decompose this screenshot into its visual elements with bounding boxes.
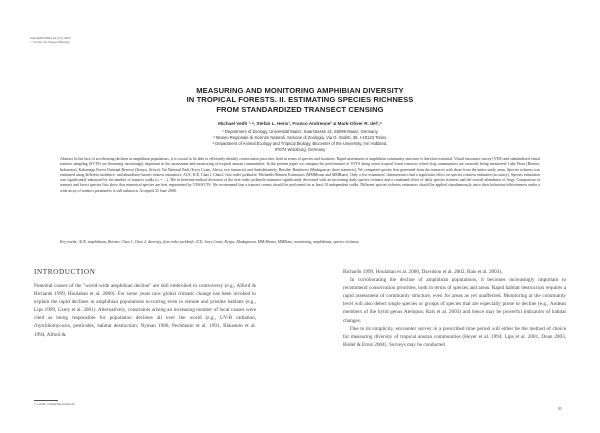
abstract: Abstract In the face of accelerating declines in amphibian populations, it is crucial to be able to efficiently identify conservation priorities, both in terms of species and locations. Rapid assessment of amphibian community structure is therefore essential. Visual encounter survey (VES) and standardized visual transect sampling (SVTS) are becoming increasingly important in the assessment and monitoring of tropical anuran communities. In the present paper we compare the performance of SVTS along seven tropical forest transects where frog communities are currently being monitored: Lake Bosu (Borneo, Indonesia), Kakamega Forest National Reserve (Kenya, Africa), Tai National Park (Ivory Coast, Africa; two transects) and Ambohitantely, Betsileo Rainforest (Madagascar; three transects). We compared species lists generated from the transects with those from the entire study areas. Species richness was estimated using different incidence- and abundance-based richness estimators: ACE, ICE, Chao1, Chao2, first-order jackknife, Michaelis-Menten Estimators (MMMeans and MMRuns). Only a few estimators' characteristics had a significant effect on species richness estimates (accuracy). Species estimation was significantly enhanced by the number of transect walks (rₛ = ...). The in between-method deviation of the first-order jackknife estimator significantly decreased with an increasing daily species richness and a combined effect of daily species richness and the overall abundance of frogs. Comparison of transect and forest species lists show that numerical species are best represented by VES/SVTS. We recommend that a transect census should be performed on at least 10 independent walks. Different species richness estimators should be applied simultaneously since their behaviour/effectiveness under a wide array of transect parameters is still unknown. Accepted 25 June 2006. [60, 157, 540, 193]
intro-paragraph-2: Richards 1999, Houlahan et al. 2000, Davidson et al. 2002, Rais et al. 2003). [343, 269, 503, 275]
intro-paragraph-4: Due to its simplicity, encounter survey in a prescribed time period will either be the method of choice for measuring diversity of tropical anuran communities (Heyer et al. 1994, Lips et al. 2001, Doan 2003, Rödel & Ernst 2004). Surveys may be conducted [343, 325, 566, 348]
affiliation-2: ² Museo Regionale di Scienze Naturali, Sezione di Zoologia, Via G. Giolitti, 36, I-10123 Torino [213, 135, 387, 140]
journal-header [30, 36, 70, 44]
title-line-2: IN TROPICAL FORESTS. II. ESTIMATING SPECIES RICHNESS [186, 95, 414, 105]
title-line-3: FROM STANDARDIZED TRANSECT CENSING [216, 104, 384, 114]
intro-paragraph-3: In corroborating the decline of amphibian populations, it becomes increasingly important to recommend conservation priorities, both in terms of species and areas. Rapid habitat destruction requires a rapid assessment of community structure, even for areas as yet unaffected. Monitoring at the community level will also detect single species or groups of species that are especially prone to decline (e.g., Andean members of the hylid genus Atelopus; Rais et al. 2003) and hence may be powerful indicators of habitat changes. [343, 277, 566, 324]
left-column [34, 268, 256, 339]
footnote: * e-mail: veith@uni-mainz.de [34, 402, 75, 406]
introduction-heading: INTRODUCTION [34, 268, 96, 276]
page-number: 85 [558, 407, 562, 411]
affiliation-1: ¹ Department of Zoology, Universität Mainz, Saarstrasse 21, 55099 Mainz, Germany [222, 129, 378, 134]
affiliations [90, 129, 510, 153]
keywords: Key words: ACE, amphibians, Borneo, Chao 1, Chao 2, diversity, first-order jackknife, ICE, Ivory Coast, Kenya, Madagascar, MM-Means, MMRuns, monitoring, amphibians, species richness. [60, 240, 360, 244]
journal-copyright: © Society for Tropical Biology [30, 40, 70, 44]
title-line-1: MEASURING AND MONITORING AMPHIBIAN DIVERSITY [196, 86, 404, 95]
affiliation-3: ³ Department of Animal Ecology and Tropical Biology, Biocenter of the University, Am Hubland, [212, 141, 388, 146]
footnote-divider [34, 400, 58, 401]
author-list: Michael Veith ¹·⁴, Stefan L. Hens¹, Franco Andreone² & Mark-Oliver R. del³,⁴ [218, 121, 382, 126]
right-column [343, 268, 566, 349]
intro-paragraph-1: Potential causes of the "world-wide amphibian decline" are still embroiled in controversy (e.g., Alford & Richards 1999, Houlahan et al. 2000). For some years now global climatic change has been invoked to explain the rapid declines in amphibian populations occurring even in remote and pristine habitats (e.g., Lips 1999, Carey et al. 2001). Alternatively, constraints arising an increasing number of local causes were cited as being responsible for population declines all over the world (e.g., UV-B radiation, chytridiomycosis, pesticides, habitat destruction; Nyman 1986, Pechmann et al. 1991, Blaustein et al. 1994, Alford & [34, 283, 256, 338]
affiliation-4: 97074 Würzburg, Germany [274, 147, 326, 152]
journal-issue: SALAMANDRA 42 (2/3) 2006 [30, 36, 71, 40]
paper-title [40, 86, 560, 114]
